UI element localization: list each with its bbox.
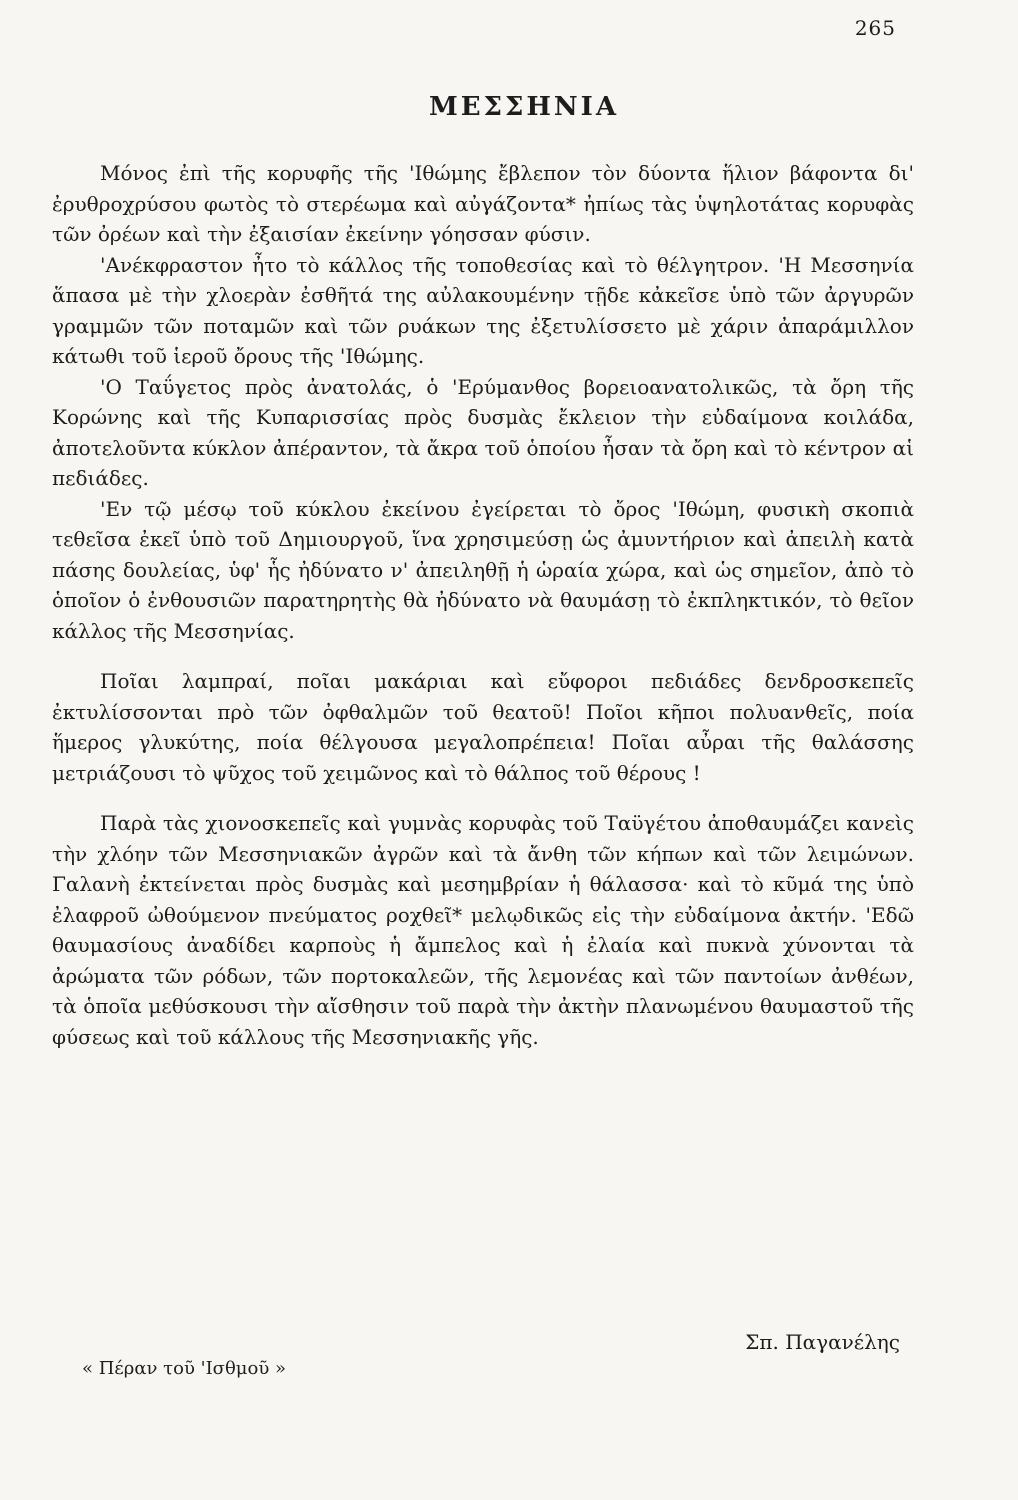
paragraph: 'Εν τῷ μέσῳ τοῦ κύκλου ἐκείνου ἐγείρεται τὸ ὄρος 'Ιθώμη, φυσικὴ σκοπιὰ τεθεῖσα ἐκεῖ ὑπὸ τοῦ Δημιουργοῦ, ἵνα χρησιμεύσῃ ὡς ἀμυντήριον καὶ ἀπειλὴ κατὰ πάσης δουλείας, ὑφ' ἧς ἠδύνατο ν' ἀπειληθῇ ἡ ὡραία χώρα, καὶ ὡς σημεῖον, ἀπὸ τὸ ὁποῖον ὁ ἐνθουσιῶν παρατηρητὴς θὰ ἠδύνατο νὰ θαυμάσῃ τὸ ἐκπληκτικόν, τὸ θεῖον κάλλος τῆς Μεσσηνίας. xyxy=(52,496,914,643)
paragraph: Ποῖαι λαμπραί, ποῖαι μακάριαι καὶ εὔφοροι πεδιάδες δενδροσκεπεῖς ἐκτυλίσσονται πρὸ τῶν ὀφθαλμῶν τοῦ θεατοῦ! Ποῖοι κῆποι πολυανθεῖς, ποία ἥμερος γλυκύτης, ποία θέλγουσα μεγαλοπρέπεια! Ποῖαι αὖραι τῆς θαλάσσης μετριάζουσι τὸ ψῦχος τοῦ χειμῶνος καὶ τὸ θάλπος τοῦ θέρους ! xyxy=(52,669,914,785)
paragraph: Παρὰ τὰς χιονοσκεπεῖς καὶ γυμνὰς κορυφὰς τοῦ Ταϋγέτου ἀποθαυμάζει κανεὶς τὴν χλόην τῶν Μεσσηνιακῶν ἀγρῶν καὶ τὰ ἄνθη τῶν κήπων καὶ τῶν λειμώνων. Γαλανὴ ἐκτείνεται πρὸς δυσμὰς καὶ μεσημβρίαν ἡ θάλασσα· καὶ τὸ κῦμά της ὑπὸ ἐλαφροῦ ὠθούμενον πνεύματος ροχθεῖ* μελῳδικῶς εἰς τὴν εὐδαίμονα ἀκτήν. 'Εδῶ θαυμασίους ἀναδίδει καρποὺς ἡ ἄμπελος καὶ ἡ ἐλαία καὶ πυκνὰ χύνονται τὰ ἀρώματα τῶν ρόδων, τῶν πορτοκαλεῶν, τῆς λεμονέας καὶ τῶν παντοίων ἀνθέων, τὰ ὁποῖα μεθύσκουσι τὴν αἴσθησιν τοῦ παρὰ τὴν ἀκτὴν πλανωμένου θαυμαστοῦ τῆς φύσεως καὶ τοῦ κάλλους τῆς Μεσσηνιακῆς γῆς. xyxy=(52,811,914,1049)
body-text xyxy=(52,158,914,1052)
paragraph: Μόνος ἐπὶ τῆς κορυφῆς τῆς 'Ιθώμης ἔβλεπον τὸν δύοντα ἥλιον βάφοντα δι' ἐρυθροχρύσου φωτὸς τὸ στερέωμα καὶ αὐγάζοντα* ἠπίως τὰς ὑψηλοτάτας κορυφὰς τῶν ὀρέων καὶ τὴν ἐξαισίαν ἐκείνην γόησσαν φύσιν. xyxy=(52,161,914,246)
paragraph: 'Ο Ταΰγετος πρὸς ἀνατολάς, ὁ 'Ερύμανθος βορειοανατολικῶς, τὰ ὄρη τῆς Κορώνης καὶ τῆς Κυπαρισσίας πρὸς δυσμὰς ἔκλειον τὴν εὐδαίμονα κοιλάδα, ἀποτελοῦντα κύκλον ἀπέραντον, τὰ ἄκρα τοῦ ὁποίου ἦσαν τὰ ὄρη καὶ τὸ κέντρον αἱ πεδιάδες. xyxy=(52,374,914,490)
page-number: 265 xyxy=(854,16,896,40)
author-signature: Σπ. Παγανέλης xyxy=(745,1330,900,1354)
chapter-title: ΜΕΣΣΗΝΙΑ xyxy=(428,92,620,122)
source-citation: « Πέραν τοῦ 'Ισθμοῦ » xyxy=(82,1358,287,1379)
paragraph: 'Ανέκφραστον ἦτο τὸ κάλλος τῆς τοποθεσίας καὶ τὸ θέλγητρον. 'Η Μεσσηνία ἅπασα μὲ τὴν χλοερὰν ἐσθῆτά της αὐλακουμένην τῇδε κἀκεῖσε ὑπὸ τῶν ἀργυρῶν γραμμῶν τῶν ποταμῶν καὶ τῶν ρυάκων της ἐξετυλίσσετο μὲ χάριν ἀπαράμιλλον κάτωθι τοῦ ἱεροῦ ὄρους τῆς 'Ιθώμης. xyxy=(52,252,914,368)
